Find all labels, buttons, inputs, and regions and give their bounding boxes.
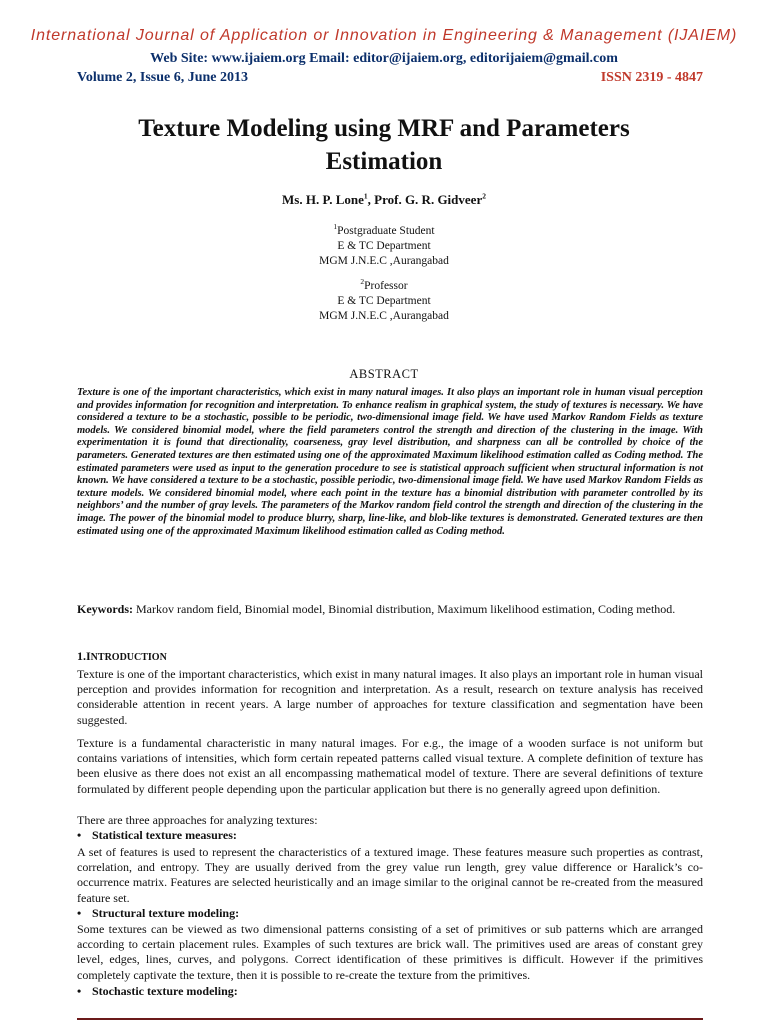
volume-row — [77, 70, 703, 88]
abstract-heading: ABSTRACT — [349, 367, 419, 381]
affiliation-2 — [0, 279, 768, 324]
intro-paragraph-1: Texture is one of the important characteristics, which exist in many natural images. It also plays an important role in human visual perception and provides information for recognition and interpretation. As a result, research on texture analysis has received considerable attention in recent years. A large number of approaches for texture classification and segmentation have been suggested. — [77, 667, 703, 727]
journal-website-line: Web Site: www.ijaiem.org Email: editor@ijaiem.org, editorijaiem@gmail.com — [150, 51, 618, 66]
affiliation-2-dept: E & TC Department — [337, 295, 431, 307]
affiliation-2-role: Professor — [364, 280, 408, 292]
bullet-stochastic-label: Stochastic texture modeling: — [92, 984, 238, 998]
affiliation-1-inst: MGM J.N.E.C ,Aurangabad — [319, 255, 449, 267]
bullet-icon: • — [77, 984, 82, 998]
affiliation-2-sup: 2 — [360, 277, 365, 287]
affiliation-2-inst: MGM J.N.E.C ,Aurangabad — [319, 310, 449, 322]
bullet-structural-label: Structural texture modeling: — [92, 906, 240, 920]
author-1-sup: 1 — [363, 191, 368, 201]
structural-paragraph: Some textures can be viewed as two dimensional patterns consisting of a set of primitives or sub patterns which are arranged according to certain placement rules. Examples of such textures are brick wall. The primitives used are areas of constant grey level, edges, lines, curves, and polygons. Correct identification of these primitives is difficult. However if the primitives completely captivate the texture, then it is possible to re-create the texture from the primitives. — [77, 922, 703, 982]
author-2: Prof. G. R. Gidveer — [374, 192, 483, 207]
section-number: 1. — [77, 649, 86, 663]
intro-paragraph-2: Texture is a fundamental characteristic in many natural images. For e.g., the image of a wooden surface is not uniform but contains variations of intensities, which form certain repeated patterns called visual texture. A complete definition of texture has been elusive as there does not exist an all encompassing mathematical model of texture. There are several definitions of texture formulated by different people depending upon the particular application but there is no generally agreed upon definition. — [77, 736, 703, 796]
author-1: Ms. H. P. Lone — [282, 192, 364, 207]
issn-info: ISSN 2319 - 4847 — [600, 70, 703, 85]
bullet-structural — [77, 906, 239, 921]
section-heading-introduction — [77, 649, 167, 664]
bullet-icon: • — [77, 906, 82, 920]
affiliation-1-sup: 1 — [333, 222, 338, 232]
affiliation-1-dept: E & TC Department — [337, 240, 431, 252]
volume-info: Volume 2, Issue 6, June 2013 — [77, 70, 249, 85]
author-2-sup: 2 — [482, 191, 486, 201]
authors-line — [0, 192, 768, 208]
section-heading-first: I — [86, 649, 91, 663]
journal-title: International Journal of Application or Innovation in Engineering & Management (IJAIEM) — [30, 27, 738, 44]
paper-title: Texture Modeling using MRF and Parameters Estimation — [138, 115, 630, 175]
author-separator: , — [367, 192, 375, 207]
section-heading-rest: NTRODUCTION — [90, 652, 167, 663]
bullet-icon: • — [77, 828, 82, 842]
footer-rule — [77, 1018, 703, 1020]
affiliation-1 — [0, 224, 768, 269]
affiliation-1-role: Postgraduate Student — [337, 225, 435, 237]
keywords — [77, 602, 703, 617]
bullet-stochastic — [77, 984, 238, 999]
statistical-paragraph: A set of features is used to represent the characteristics of a textured image. These features measure such properties as contrast, correlation, and entropy. They are usually derived from the grey value run length, grey value difference or Haralick’s co-occurrence matrix. Features are selected heuristically and an image similar to the original cannot be re-created from the measured feature set. — [77, 845, 703, 905]
abstract-text: Texture is one of the important characteristics, which exist in many natural images. It also plays an important role in human visual perception and provides information for recognition and interpretation. To enhance realism in graphical system, the study of textures is necessary. We have considered a texture to be a stochastic, possible to be periodic, two-dimensional image field. We have used Markov Random Fields as texture models. We considered binomial model, where the field parameters control the strength and direction of the clustering in the image. With experimentation it is found that directionality, coarseness, gray level distribution, and sharpness can all be controlled by choice of the parameters. Generated textures are then estimated using one of the approximated Maximum likelihood estimation called as Coding method. The estimated parameters were used as input to the generation procedure to see is statistical approach sufficient when structural information is not known. We have considered a texture to be a stochastic, possible periodic, two-dimensional image field. We have used Markov Random Fields as texture models. We considered binomial model, where each point in the texture has a binomial distribution with parameter controlled by its neighbors’ and the number of gray levels. The parameters of the Markov random field control the strength and direction of the clustering in the image. The power of the binomial model to produce blurry, sharp, line-like, and blob-like textures is demonstrated. Generated textures are then estimated using one of the approximated Maximum likelihood estimation called as Coding method. — [77, 387, 703, 537]
bullet-statistical — [77, 828, 237, 843]
intro-paragraph-3: There are three approaches for analyzing textures: — [77, 813, 318, 827]
bullet-statistical-label: Statistical texture measures: — [92, 828, 237, 842]
keywords-text: Markov random field, Binomial model, Binomial distribution, Maximum likelihood estimation, Coding method. — [133, 602, 676, 616]
keywords-label: Keywords: — [77, 602, 133, 616]
